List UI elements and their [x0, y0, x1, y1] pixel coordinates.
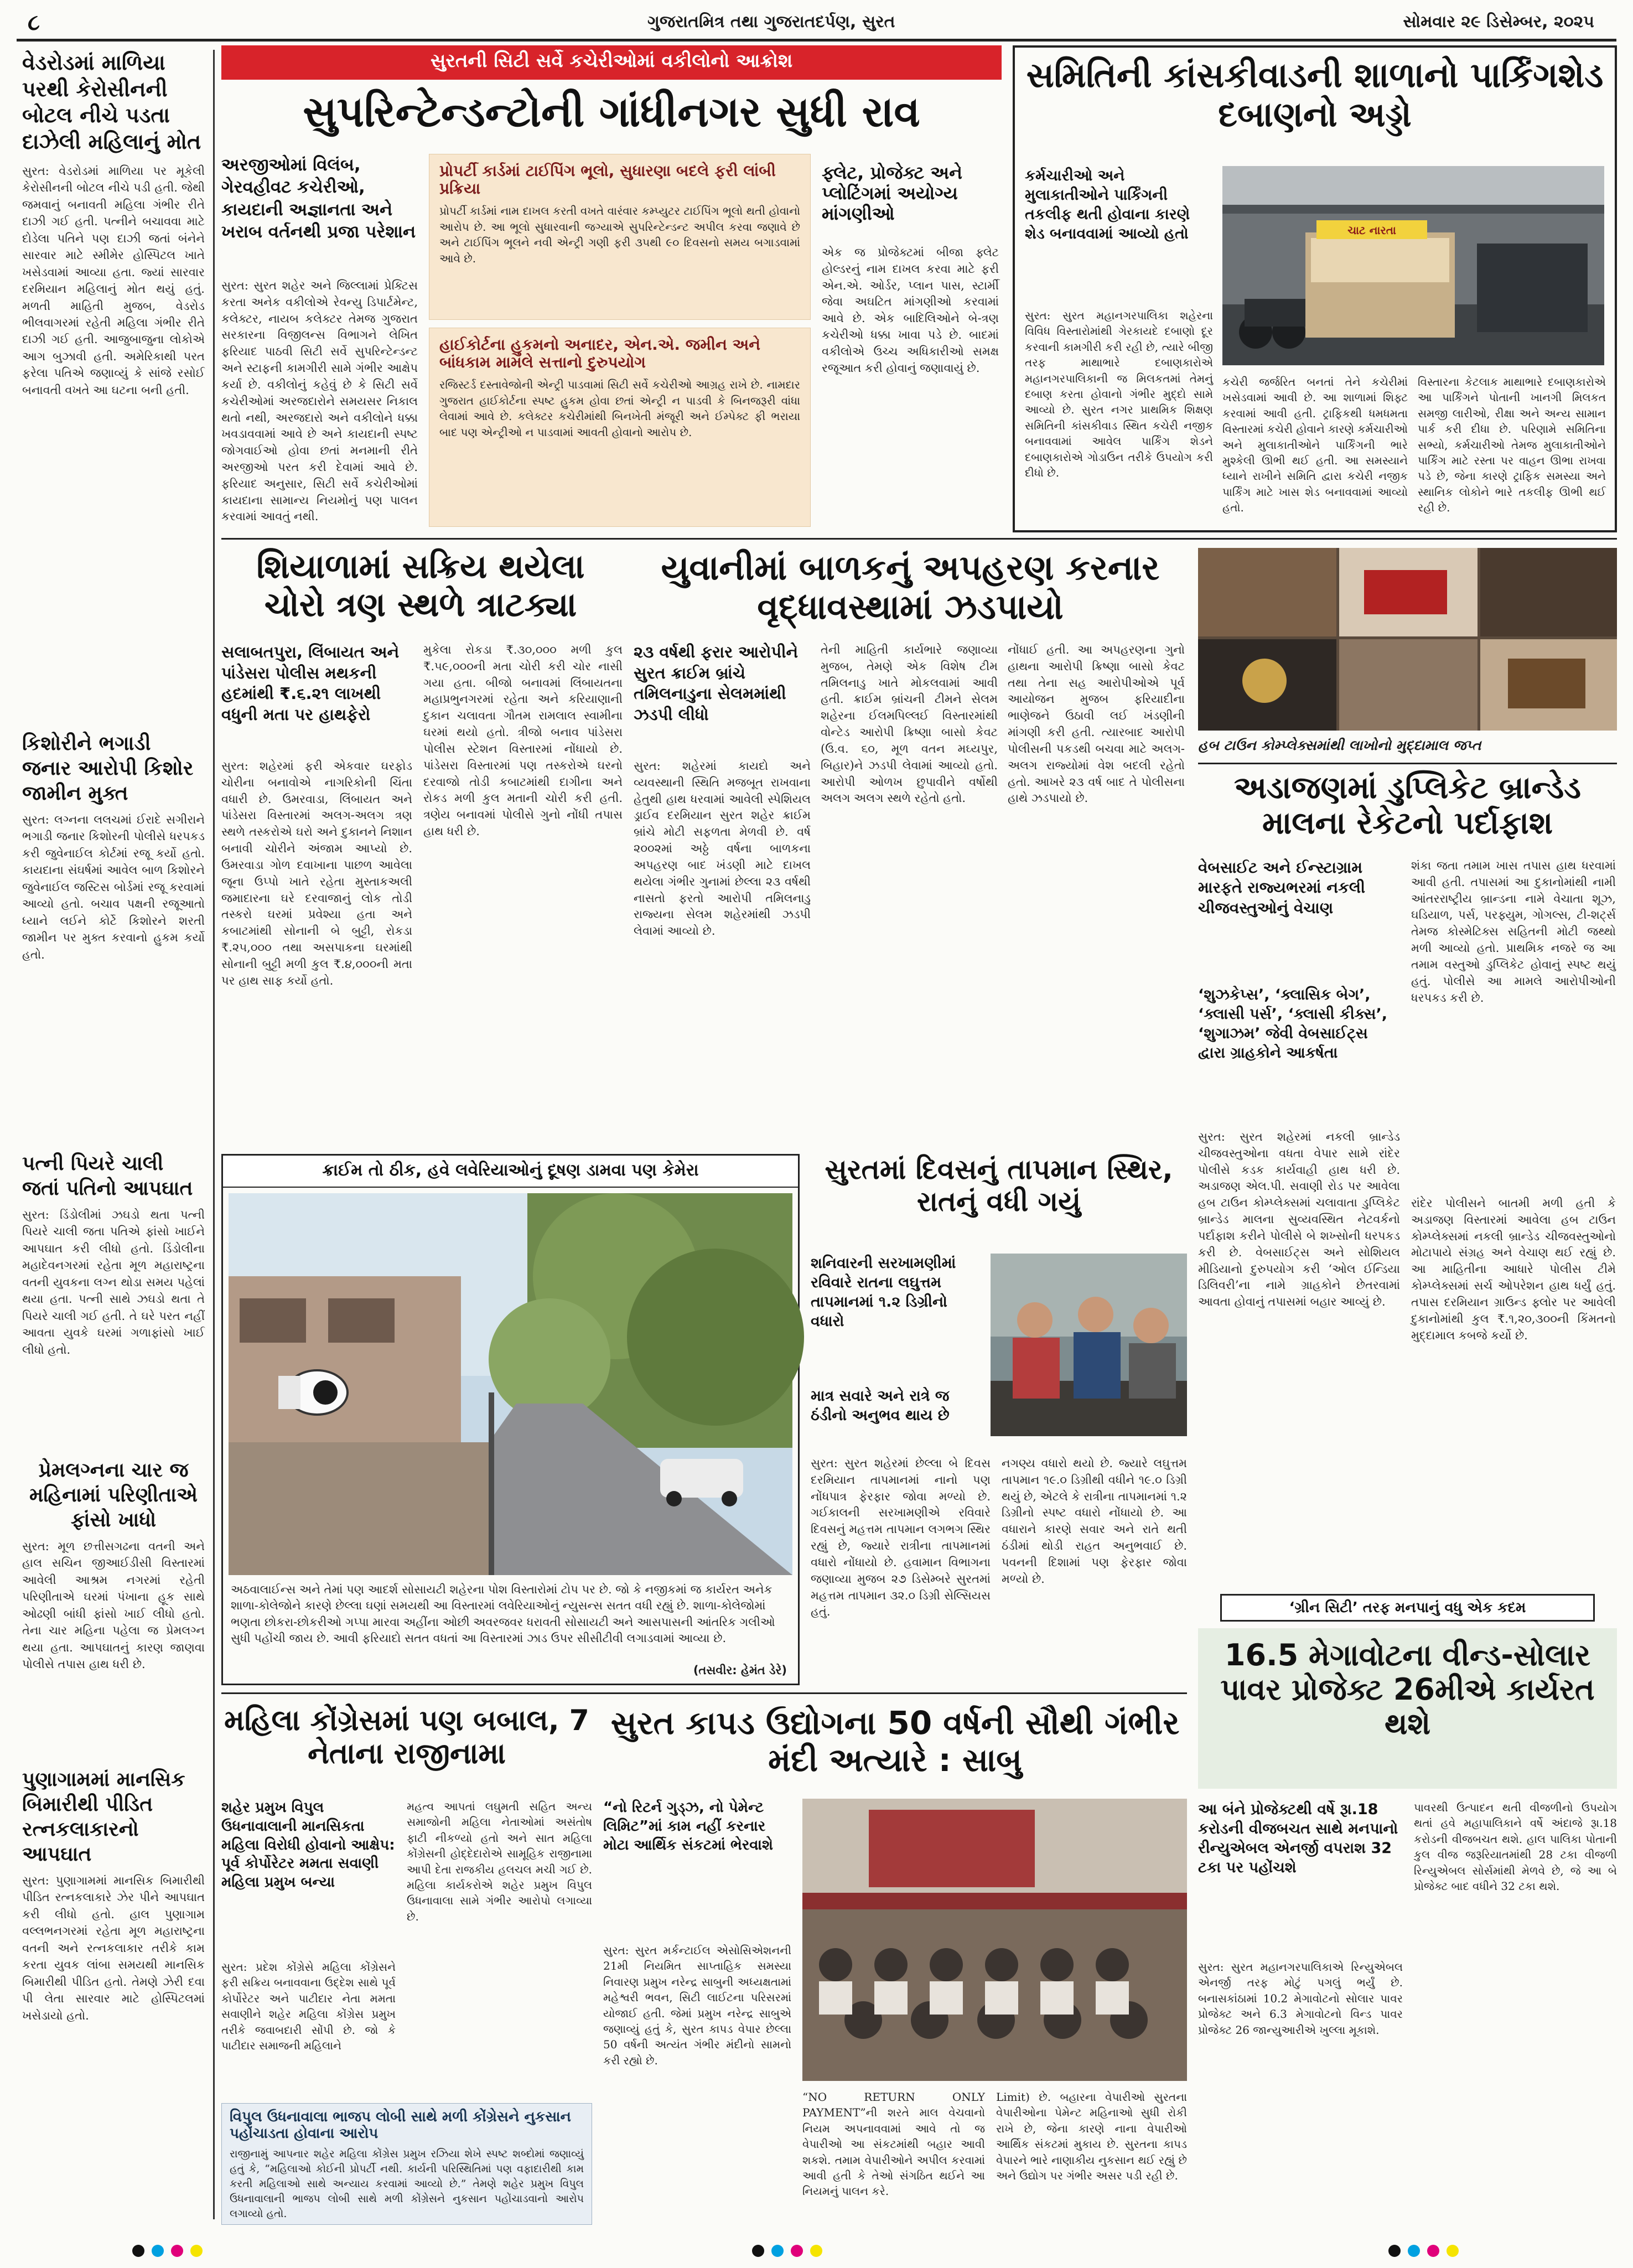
body-col-8a: સુરત: પ્રદેશ કોંગ્રેસે મહિલા કોંગ્રેસને ફરી સક્રિય બનાવવાના ઉદ્દેશ સાથે પૂર્વ કોર્પોરેટર અને પાટીદાર નેતા મમતા સવાણીને શહેર મહિલા કોંગ્રેસ પ્રમુખ તરીકે જવાબદારી સોંપી છે. જો કે પાટીદાર સમાજની મહિલાને: [221, 1960, 396, 2052]
story1-bottom-text: [426, 490, 999, 529]
story-parking-shed: [1013, 45, 1617, 532]
body-col-3a: સુરત: શહેરમાં ફરી એકવાર ઘરફોડ ચોરીના બનાવોએ નાગરિકોની ચિંતા વધારી છે. ઉમરવાડા, લિંબાયત અને પાંડેસરા વિસ્તારમાં અલગ-અલગ ત્રણ સ્થળે તસ્કરોએ ઘરો અને દુકાનને નિશાન બનાવી ચોરીને અંજામ આપ્યો છે. ઉમરવાડા ગોળ દવાખાના પાછળ આવેલા જૂના ઉપ્પો ખાતે રહેતા મુસ્તાકઅલી જમાદારના ઘરે દરવાજાનું લોક તોડી તસ્કરો ઘરમાં પ્રવેશ્યા હતા અને કબાટમાંથી સોનાની બે બુટ્ટી, રોકડા ₹.૨૫,૦૦૦ તથા અસપાકના ઘરમાંથી સોનાની બુટ્ટી મળી કુલ ₹.૪,૦૦૦ની મતા પર હાથ સાફ કર્યો હતો.: [221, 759, 412, 987]
body-col-10a: સુરત: સુરત મહાનગરપાલિકાએ રિન્યુએબલ એનર્જી તરફ મોટું પગલું ભર્યું છે. બનાસકાંઠામાં 10.2 મેગાવોટનો સોલાર પાવર પ્રોજેક્ટ અને 6.3 મેગાવોટનો વિન્ડ પાવર પ્રોજેક્ટ 26 જાન્યુઆરીએ ખુલ્લા મૂકાશે.: [1198, 1960, 1403, 2037]
solar-kicker: ‘ગ્રીન સિટી’ તરફ મનપાનું વધુ એક કદમ: [1289, 1599, 1526, 1616]
stall-sign: ચાટ નારતા: [1347, 224, 1396, 237]
sidebar-title-4: પ્રેમલગ્નના ચાર જ મહિનામાં પરિણીતાએ ફાંસો ખાધો: [29, 1459, 198, 1531]
body-col-10b: પાવરથી ઉત્પાદન થતી વીજળીનો ઉપયોગ થતાં હવે મહાપાલિકાને વર્ષે અંદાજે રૂા.18 કરોડની વીજબચત થશે. હાલ પાલિકા પોતાની કુલ વીજ જરૂરિયાતમાંથી 28 ટકા વીજળી રિન્યુએબલ સોર્સમાંથી મેળવે છે, જે આ બે પ્રોજેક્ટ બાદ વધીને 32 ટકા થશે.: [1414, 1801, 1617, 1893]
story-duplicate-brands: [1198, 548, 1617, 1588]
newspaper-name: ગુજરાતમિત્ર તથા ગુજરાતદર્પણ, સુરત: [647, 12, 895, 32]
cctv-title-bar: [223, 1156, 798, 1188]
section-rule-1: [221, 538, 1617, 540]
body-col-7b: નગણ્ય વધારો થયો છે. જ્યારે લઘુત્તમ તાપમાન ૧૯.૦ ડિગ્રીથી વધીને ૧૯.૦ ડિગ્રી થયું છે, એટલે કે રાત્રીના તાપમાનમાં ૧.૨ ડિગ્રીનો સ્પષ્ટ વધારો નોંધાયો છે. આ વધારાને કારણે સવાર અને રાતે થતી ઠંડીમાં થોડી રાહત અનુભવાઈ છે. પવનની દિશામાં પણ ફેરફાર જોવા મળ્યો છે.: [1002, 1457, 1187, 1586]
body-col-2a: સુરત: સુરત મહાનગરપાલિકા શહેરના વિવિધ વિસ્તારોમાંથી ગેરકાયદે દબાણો દૂર કરવાની કામગીરી કરી રહી છે, ત્યારે બીજી તરફ માથાભારે દબાણકારોએ મહાનગરપાલિકાની જ મિલકતમાં તેમનું દબાણ કરતા હોવાનો ગંભીર મુદ્દો સામે આવ્યો છે. સુરત નગર પ્રાથમિક શિક્ષણ સમિતિની કાંસકીવાડ સ્થિત કચેરી નજીક બનાવવામાં આવેલ પાર્કિંગ શેડને દબાણકારોએ ગોડાઉન તરીકે ઉપયોગ કરી દીધો છે.: [1025, 309, 1213, 479]
body-col-5b: સુરત: સુરત શહેરમાં નકલી બ્રાન્ડેડ ચીજવસ્તુઓના વધતા વેપાર સામે રાંદેર પોલીસે કડક કાર્યવાહી હાથ ધરી છે. અડાજણ એલ.પી. સવાણી રોડ પર આવેલા હબ ટાઉન કોમ્પ્લેક્સમાં ચલાવાતા ડુપ્લિકેટ બ્રાન્ડેડ માલના સુવ્યવસ્થિત નેટવર્કનો પર્દાફાશ કરીને પોલીસે બે શખ્સોની ધરપકડ કરી છે. વેબસાઈટ્સ અને સોશિયલ મીડિયાનો દુરુપયોગ કરી ‘ઓલ ઈન્ડિયા ડિલિવરી’ના નામે ગ્રાહકોને છેતરવામાં આવતા હોવાનું તપાસમાં બહાર આવ્યું છે.: [1198, 1130, 1400, 1309]
body-col-4b: તેની માહિતી કાર્યભારે જણાવ્યા મુજબ, તેમણે એક વિશેષ ટીમ તમિલનાડુ ખાતે મોકલવામાં આવી હતી. ક્રાઈમ બ્રાંચની ટીમને સેલમ શહેરના ઈલમપિલ્લઈ વિસ્તારમાંથી વોન્ટેડ આરોપી ક્રિષ્ણા બાસો કેવટ (ઉ.વ. ૬૦, મૂળ વતન મઘ્યપુર, બિહાર)ને ઝડપી લેવામાં આવ્યો હતો. આરોપી ઓળખ છુપાવીને વર્ષોથી અલગ અલગ સ્થળે રહેતો હતો.: [821, 643, 998, 805]
meeting-illustration: [802, 1799, 1187, 2081]
issue-date: સોમવાર ૨૯ ડિસેમ્બર, ૨૦૨૫: [1403, 12, 1594, 32]
section-rule-2: [221, 1692, 1187, 1694]
info-box-body-2: રજિસ્ટર્ડ દસ્તાવેજોની એન્ટ્રી પાડવામાં સિટી સર્વે કચેરીઓ આગ્રહ રાખે છે. નામદાર ગુજરાત હાઈકોર્ટના સ્પષ્ટ હુકમ હોવા છતાં એન્ટ્રી ન પાડવી કે બિનજરૂરી વાંધા લેવામાં આવે છે. કલેક્ટર કચેરીમાંથી બિનખેતી મંજૂરી અને ઈમ્પેક્ટ ફી ભરાયા બાદ પણ એન્ટ્રીઓ ન પાડવામાં આવતી હોવાનો આરોપ છે.: [439, 378, 800, 439]
photo-seized-goods: [1198, 548, 1617, 731]
page-header: [17, 8, 1616, 37]
headline-7: સુરતમાં દિવસનું તાપમાન સ્થિર, રાતનું વધી ગયું: [825, 1153, 1173, 1218]
kicker-text: સુરતની સિટી સર્વે કચેરીઓમાં વકીલોનો આક્રોશ: [430, 50, 793, 72]
rule-5: [1198, 763, 1617, 764]
lead-text-7b: માત્ર સવારે અને રાત્રે જ ઠંડીનો અનુભવ થાય છે: [811, 1387, 950, 1425]
page-number: ૮: [28, 10, 40, 35]
congress-box: [221, 2103, 592, 2225]
lead-text-10: આ બંને પ્રોજેક્ટથી વર્ષે રૂા.18 કરોડની વીજબચત સાથે મનપાનો રીન્યુએબલ એનર્જી વપરાશ 32 ટકા પર પહોંચશે: [1198, 1801, 1398, 1877]
body-col-3b: મુકેલા રોકડા ₹.૩૦,૦૦૦ મળી કુલ ₹.૫૯,૦૦૦ની મતા ચોરી કરી ચોર નાસી ગયા હતા. બીજો બનાવમાં લિંબાયતના મહાપ્રભુનગરમાં રહેતા અને કરિયાણાની દુકાન ચલાવતા ગૌતમ રામલાલ સ્વામીના ઘરમાં થયો હતો. ત્રીજો બનાવ પાંડેસરા પોલીસ સ્ટેશન વિસ્તારમાં નોંધાયો છે. પાંડેસરા વિસ્તારમાં પણ તસ્કરોએ ઘરનો દરવાજો તોડી કબાટમાંથી દાગીના અને રોકડ મળી કુલ મતાની ચોરી કરી હતી. ત્રણેય બનાવમાં પોલીસે ગુનો નોંધી તપાસ હાથ ધરી છે.: [423, 643, 623, 838]
story-textile: [603, 1699, 1187, 2230]
headline-8: મહિલા કોંગ્રેસમાં પણ બબાલ, 7 નેતાના રાજીનામા: [224, 1704, 589, 1770]
photo-street-cctv: [229, 1193, 792, 1575]
sidebar-body-4: સુરત: મૂળ છત્તીસગઢના વતની અને હાલ સચિન જીઆઈડીસી વિસ્તારમાં આવેલી આશ્રમ નગરમાં રહેતી પરિણીતાએ ઘરમાં પંખાના હૂક સાથે ઓઢણી બાંધી ફાંસો ખાઈ લીધો હતો. તેના ચાર મહિના પહેલા જ પ્રેમલગ્ન થયા હતા. આપઘાતનું કારણ જાણવા પોલીસે તપાસ હાથ ધરી છે.: [22, 1540, 205, 1671]
cctv-title: ક્રાઈમ તો ઠીક, હવે લવેરિયાઓનું દૂષણ ડામવા પણ કેમેરા: [322, 1161, 699, 1180]
story-solar: [1198, 1594, 1617, 2230]
body-col-5c: રાંદેર પોલીસને બાતમી મળી હતી કે અડાજણ વિસ્તારમાં આવેલા હબ ટાઉન કોમ્પ્લેક્સમાં નકલી બ્રાન્ડેડ ચીજવસ્તુઓનો મોટાપાયે સંગ્રહ અને વેચાણ થઈ રહ્યું છે. આ માહિતીના આધારે પોલીસ ટીમે કોમ્પ્લેક્સમાં સર્ચ ઓપરેશન હાથ ધર્યું હતું. તપાસ દરમિયાન ગ્રાઉન્ડ ફ્લોર પર આવેલી દુકાનોમાંથી કુલ ₹.૧,૨૦,૩૦૦ની કિંમતનો મુદ્દામાલ કબજે કર્યો છે.: [1411, 1197, 1616, 1342]
solar-kicker-box: [1220, 1594, 1595, 1622]
headline-3: શિયાળામાં સક્રિય થયેલા ચોરો ત્રણ સ્થળે ત્રાટક્યા: [256, 547, 585, 624]
body-col-5a: શંકા જતા તમામ ખાસ તપાસ હાથ ધરવામાં આવી હતી. તપાસમાં આ દુકાનોમાંથી નામી આંતરરાષ્ટ્રીય બ્રાન્ડના નામે વેચાતા શૂઝ, ઘડિયાળ, પર્સ, પરફ્યુમ, ગોગલ્સ, ટી-શર્ટ્સ તેમજ કોસ્મેટિક્સ સહિતની મોટી જથ્થો મળી આવ્યો હતો. પ્રાથમિક નજરે જ આ તમામ વસ્તુઓ ડુપ્લિકેટ હોવાનું સ્પષ્ટ થયું હતું. પોલીસે આ મામલે આરોપીઓની ધરપકડ કરી છે.: [1411, 859, 1616, 1004]
body-col-9b: “NO RETURN ONLY PAYMENT”ની શરતે માલ વેચવાનો નિયમ અપનાવવામાં આવે તો જ વેપારીઓ આ સંકટમાંથી બહાર આવી શકશે. તમામ વેપારીઓને અપીલ કરવામાં આવી હતી કે તેઓ સંગઠિત થઈને આ નિયમનું પાલન કરે.: [802, 2090, 985, 2198]
info-box-body: પ્રોપર્ટી કાર્ડમાં નામ દાખલ કરતી વખતે વારંવાર કમ્પ્યુટર ટાઈપિંગ ભૂલો થતી હોવાનો આરોપ છે. આ ભૂલો સુધારવાની જગ્યાએ સુપરિન્ટેન્ડન્ટ અપીલ કરવા જણાવે છે અને ટાઈપિંગ ભૂલને નવી એન્ટ્રી ગણી ફરી ૩૫થી ૯૦ દિવસનો સમય બગાડવામાં આવે છે.: [439, 204, 800, 265]
lead-text-4: ૨૩ વર્ષથી ફરાર આરોપીને સુરત ક્રાઈમ બ્રાંચે તમિલનાડુના સેલમમાંથી ઝડપી લીધો: [634, 643, 799, 724]
lead-text-7a: શનિવારની સરખામણીમાં રવિવારે રાતના લઘુત્તમ તાપમાનમાં ૧.૨ ડિગ્રીનો વધારો: [811, 1255, 956, 1330]
lead-text-3: સલાબતપુરા, લિંબાયત અને પાંડેસરા પોલીસ મથકની હદમાંથી ₹.૬.૨૧ લાખથી વધુની મતા પર હાથફેરો: [221, 643, 400, 724]
photo-meeting: [802, 1799, 1187, 2081]
sidebar-title-2: કિશોરીને ભગાડી જનાર આરોપી કિશોર જામીન મુક્ત: [22, 732, 194, 805]
info-box-title-2: હાઈકોર્ટના હુકમનો અનાદર, એન.એ. જમીન અને બાંધકામ મામલે સત્તાનો દુરુપયોગ: [439, 335, 760, 372]
sidebar-title-5: પુણાગામમાં માનસિક બિમારીથી પીડિત રત્નકલાકારનો આપઘાત: [22, 1768, 185, 1866]
headline-10: 16.5 મેગાવોટના વીન્ડ-સોલાર પાવર પ્રોજેક્ટ 26મીએ કાર્યરત થશે: [1220, 1638, 1595, 1742]
lead-text-9: “નો રિટર્ન ગુડ્ઝ, નો પેમેન્ટ લિમિટ”માં કામ નહીં કરનાર મોટા આર્થિક સંકટમાં ભેરવાશે: [603, 1799, 773, 1853]
kicker-banner: [221, 45, 1002, 80]
story-temperature: [811, 1154, 1187, 1685]
lead-text-8: શહેર પ્રમુખ વિપુલ ઉધનાવાલાની માનસિકતા મહિલા વિરોધી હોવાનો આક્ષેપ: પૂર્વ કોર્પોરેટર મમતા સવાણી મહિલા પ્રમુખ બન્યા: [221, 1799, 395, 1891]
headline: સુપરિન્ટેન્ડન્ટોની ગાંધીનગર સુધી રાવ: [303, 87, 920, 136]
info-box-title: પ્રોપર્ટી કાર્ડમાં ટાઈપિંગ ભૂલો, સુધારણા બદલે ફરી લાંબી પ્રક્રિયા: [439, 162, 776, 198]
body-col-9c: Limit) છે. બહારના વેપારીઓ સુરતના વેપારીઓના પેમેન્ટ મહિનાઓ સુધી રોકી રાખે છે, જેના કારણે નાના વેપારીઓ આર્થિક સંકટમાં મુકાય છે. સુરતના કાપડ વેપારને ભારે નાણાકીય નુકસાન થઈ રહ્યું છે અને ઉદ્યોગ પર ગંભીર અસર પડી રહી છે.: [996, 2090, 1187, 2182]
body-col-3: એક જ પ્રોજેક્ટમાં બીજા ફ્લેટ હોલ્ડરનું નામ દાખલ કરવા માટે ફરી એન.એ. ઓર્ડર, પ્લાન પાસ, સ્ટાર્મી જેવા અઘટિત માંગણીઓ કરવામાં આવે છે. એક બાદિલિઓને બે-ત્રણ કચેરીઓ ધક્કા ખાવા પડે છે. બાદમાં વકીલોએ ઉચ્ચ અધિકારીઓ સમક્ષ રજૂઆત કરી હોવાનું જણાવાયું છે.: [822, 246, 999, 375]
story-cctv: [221, 1154, 800, 1685]
cctv-caption: અઠવાલાઈન્સ અને તેમાં પણ આદર્શ સોસાયટી શહેરના પોશ વિસ્તારોમાં ટોપ પર છે. જો કે નજીકમાં જ કાર્યરત અનેક શાળા-કોલેજોને કારણે છેલ્લા ઘણાં સમયથી આ વિસ્તારમાં લવેરિયાઓનું ન્યુસન્સ સતત વધી રહ્યું છે. શાળા-કોલેજોમાં ભણતા છોકરા-છોકરીઓ ગપ્પા મારવા અહીંના ઓછી અવરજવર ધરાવતી સોસાયટી અને આસપાસની આંતરિક ગલીઓ સુધી પહોંચી જાય છે. આવી ફરિયાદો સતત વધતાં આ વિસ્તારમાં ઝાડ ઉપર સીસીટીવી લગાડવામાં આવ્યા છે.: [231, 1583, 775, 1645]
left-sidebar: [22, 50, 205, 2219]
photo-credit: (તસવીર: હેમંત ડેરે): [693, 1664, 787, 1677]
headline-9: સુરત કાપડ ઉદ્યોગના 50 વર્ષની સૌથી ગંભીર મંદી અત્યારે : સાબુ: [610, 1704, 1180, 1779]
story-kidnapping: [634, 548, 1187, 1146]
sidebar-body-2: સુરત: લગ્નના લલચમાં ઈરાદે સગીરાને ભગાડી જનાર કિશોરની પોલીસે ધરપકડ કરી જુવેનાઈલ કોર્ટમાં રજૂ કર્યો હતો. કાયદાના સંઘર્ષમાં આવેલ બાળ કિશોરને જુવેનાઈલ જસ્ટિસ બોર્ડમાં રજૂ કરવામાં આવ્યો હતો. બચાવ પક્ષની રજૂઆતો ધ્યાને લઈને કોર્ટે કિશોરને શરતી જામીન પર મુક્ત કરવાનો હુકમ કર્યો હતો.: [22, 813, 205, 961]
congress-box-body: રાજીનામું આપનાર શહેર મહિલા કોંગ્રેસ પ્રમુખ રઝિયા શેખે સ્પષ્ટ શબ્દોમાં જણાવ્યું હતું કે, “મહિલાઓ કોઈની પ્રોપર્ટી નથી. કાર્યની પરિસ્થિતિમાં પણ વફાદારીથી કામ કરતી મહિલાઓ સાથે અન્યાય કરવામાં આવ્યો છે.” તેમણે શહેર પ્રમુખ વિપુલ ઉધનાવાલાની ભાજપ લોબી સાથે મળી કોંગ્રેસને નુકસાન પહોંચાડવાનો આરોપ લગાવ્યો હતો.: [230, 2147, 584, 2220]
side-subhead: ફ્લેટ, પ્રોજેક્ટ અને પ્લોટિંગમાં અયોગ્ય માંગણીઓ: [822, 162, 962, 224]
header-rule: [17, 39, 1616, 42]
sidebar-title-1: વેડરોડમાં માળિયા પરથી કેરોસીનની બોટલ નીચે પડતા દાઝેલી મહિલાનું મોત: [22, 50, 201, 154]
group-photo-illustration: [991, 1254, 1187, 1436]
photo-caption-hub-town: હબ ટાઉન કોમ્પ્લેક્સમાંથી લાખોનો મુદ્દામાલ જપ્ત: [1198, 737, 1481, 753]
photo-parking-shed: [1222, 166, 1604, 365]
body-col-4a: સુરત: શહેરમાં કાયદો અને વ્યવસ્થાની સ્થિતિ મજબૂત રાખવાના હેતુથી હાથ ધરવામાં આવેલી સ્પેશિયલ ડ્રાઈવ દરમિયાન સુરત શહેર ક્રાઈમ બ્રાંચે મોટી સફળતા મેળવી છે. વર્ષ ૨૦૦૨માં અઠ્ઠે વર્ષના બાળકના અપહરણ બાદ ખંડણી માટે દાખલ થયેલા ગંભીર ગુનામાં છેલ્લા ૨૩ વર્ષથી નાસતો ફરતો આરોપી તમિલનાડુ રાજ્યના સેલમ શહેરમાંથી ઝડપી લેવામાં આવ્યો છે.: [634, 759, 811, 938]
brand-tags: ‘શુઝકેપ્સ’, ‘ક્લાસિક બેગ’, ‘ક્લાસી પર્સ’, ‘ક્લાસી કીક્સ’, ‘શુગાઝમ’ જેવી વેબસાઈટ્સ દ્વારા ગ્રાહકોને આકર્ષતા: [1198, 986, 1388, 1062]
print-registration-marks: [0, 2236, 1633, 2266]
body-col-7a: સુરત: સુરત શહેરમાં છેલ્લા બે દિવસ દરમિયાન તાપમાનમાં નાનો પણ નોંધપાત્ર ફેરફાર જોવા મળ્યો છે. ગઈકાલની સરખામણીએ રવિવારે દિવસનું મહત્તમ તાપમાન લગભગ સ્થિર રહ્યું છે, જ્યારે રાત્રીના તાપમાનમાં વધારો નોંધાયો છે. હવામાન વિભાગના જણાવ્યા મુજબ ૨૭ ડિસેમ્બરે સુરતમાં મહત્તમ તાપમાન ૩૨.૦ ડિગ્રી સેલ્સિયસ હતું.: [811, 1457, 991, 1619]
headline-5: અડાજણમાં ડુપ્લિકેટ બ્રાન્ડેડ માલના રેકેટનો પર્દાફાશ: [1233, 770, 1582, 842]
story-mahila-congress: [221, 1699, 592, 2230]
lead-text-5: વેબસાઈટ અને ઈન્સ્ટાગ્રામ મારફતે રાજ્યભરમાં નકલી ચીજવસ્તુઓનું વેચાણ: [1198, 858, 1366, 917]
story-city-survey: [221, 45, 1002, 532]
street-illustration: [229, 1193, 792, 1575]
sidebar-body-1: સુરત: વેડરોડમાં માળિયા પર મૂકેલી કેરોસીનની બોટલ નીચે પડી હતી. જેથી જમવાનું બનાવતી મહિલા ગંભીર રીતે દાઝી ગઈ હતી. પત્નીને બચાવવા માટે દોડેલા પતિને પણ દાઝી જતાં બંનેને સારવાર માટે સ્મીમેર હોસ્પિટલ ખાતે ખસેડવામાં આવ્યા હતા. જ્યાં સારવાર દરમિયાન મહિલાનું મોત થયું હતું. મળતી માહિતી મુજબ, વેડરોડ ભીલવાગરમાં રહેતી મહિલા ગંભીર રીતે દાઝી ગઈ હતી. આજુબાજુના લોકોએ આગ બુઝાવી હતી. અમેરિકાથી પરત ફરેલા પતિએ જણાવ્યું કે સાંજે રસોઈ બનાવતી વખતે આ ઘટના બની હતી.: [22, 164, 205, 397]
body-col-2c: વિસ્તારના કેટલાક માથાભારે દબાણકારોએ આ પાર્કિંગને પોતાની ખાનગી મિલકત સમજી લારીઓ, રીક્ષા અને અન્ય સામાન પાર્ક કરી દીધા છે. પરિણામે સમિતિના સભ્યો, કર્મચારીઓ તેમજ મુલાકાતીઓને પાર્કિંગ માટે રસ્તા પર વાહન ઊભા રાખવા પડે છે, જેના કારણે ટ્રાફિક સમસ્યા અને સ્થાનિક લોકોને ભારે તકલીફ ઊભી થઈ રહી છે.: [1418, 375, 1606, 515]
lead-text: અરજીઓમાં વિલંબ, ગેરવહીવટ કચેરીઓ, કાયદાની અજ્ઞાનતા અને ખરાબ વર્તનથી પ્રજા પરેશાન: [221, 155, 416, 242]
solar-headline-box: [1198, 1628, 1617, 1789]
sidebar-divider: [213, 50, 215, 2219]
body-col-8b: મહત્વ આપતાં લઘુમતી સહિત અન્ય સમાજોની મહિલા નેતાઓમાં અસંતોષ ફાટી નીકળ્યો હતો અને સાત મહિલા કોંગ્રેસની હોદ્દેદારોએ સામૂહિક રાજીનામા આપી દેતા રાજકીય હલચલ મચી ગઈ છે. મહિલા કાર્યકરોએ શહેર પ્રમુખ વિપુલ ઉધનાવાલા સામે ગંભીર આરોપો લગાવ્યા છે.: [407, 1800, 592, 1923]
congress-box-title: વિપુલ ઉધનાવાલા ભાજપ લોબી સાથે મળી કોંગ્રેસને નુકસાન પહોંચાડતા હોવાના આરોપ: [230, 2109, 571, 2142]
sidebar-body-3: સુરત: ડિંડોલીમાં ઝઘડો થતા પત્ની પિયરે ચાલી જતા પતિએ ફાંસો ખાઈને આપઘાત કરી લીધો હતો. ડિંડોલીના મહાદેવનગરમાં રહેતા મૂળ મહારાષ્ટ્રના વતની યુવકના લગ્ન થોડા સમય પહેલાં થયા હતા. પત્ની સાથે ઝઘડો થતા તે પિયરે ચાલી ગઈ હતી. તે ઘરે પરત નહીં આવતા યુવકે ઘરમાં ગળાફાંસો ખાઈ લીધો હતો.: [22, 1208, 205, 1356]
sidebar-title-3: પત્ની પિયરે ચાલી જતાં પતિનો આપઘાત: [22, 1152, 193, 1200]
body-col-4c: નોંધાઈ હતી. આ અપહરણના ગુનો હાથના આરોપી ક્રિષ્ણા બાસો કેવટ તથા તેના સહ આરોપીઓએ પૂર્વ આયોજન મુજબ ફરિયાદીના ભાણેજને ઉઠાવી લઈ ખંડણીની માંગણી કરી હતી. ત્યારબાદ આરોપી પોલીસની પકડથી બચવા માટે અલગ-અલગ રાજ્યોમાં વેશ બદલી રહેતો હતો. આખરે ૨૩ વર્ષ બાદ તે પોલીસના હાથે ઝડપાયો છે.: [1008, 643, 1185, 805]
headline-2: સમિતિની કાંસકીવાડની શાળાનો પાર્કિંગશેડ દબાણનો અડ્ડો: [1026, 55, 1604, 135]
info-box-typing-errors: [429, 154, 811, 320]
story-thefts: [221, 548, 625, 1146]
photo-group-sitting: [991, 1254, 1187, 1436]
body-col-2b: કચેરી જર્જરિત બનતાં તેને કચેરીમાં ખસેડવામાં આવી છે. આ શાળામાં શિફ્ટ કરવામાં આવી હતી. ટ્રાફિકથી ધમધમતા વિસ્તારમાં કચેરી હોવાને કારણે કર્મચારીઓ અને મુલાકાતીઓને પાર્કિંગની ભારે મુશ્કેલી ઊભી થઈ હતી. આ સમસ્યાને ધ્યાને રાખીને સમિતિ દ્વારા કચેરી નજીક પાર્કિંગ માટે ખાસ શેડ બનાવવામાં આવ્યો હતો.: [1222, 375, 1408, 515]
body-col-1: સુરત: સુરત શહેર અને જિલ્લામાં પ્રેક્ટિસ કરતા અનેક વકીલોએ રેવન્યુ ડિપાર્ટમેન્ટ, કલેક્ટર, નાયબ કલેક્ટર તેમજ ગુજરાત સરકારના વિજીલન્સ વિભાગને લેખિત ફરિયાદ પાઠવી સિટી સર્વે સુપરિન્ટેન્ડન્ટ અને સ્ટાફની કામગીરી સામે ગંભીર આક્ષેપ કર્યા છે. વકીલોનું કહેવું છે કે સિટી સર્વે કચેરીઓમાં અરજદારોને સમયસર નિકાલ થતો નથી, અરજદારો અને વકીલોને ધક્કા ખવડાવવામાં આવે છે અને કાયદાની સ્પષ્ટ જોગવાઈઓ હોવા છતાં મનમાની રીતે અરજીઓ પરત કરી દેવામાં આવે છે. ફરિયાદ અનુસાર, સિટી સર્વે કચેરીઓમાં કાયદાના સામાન્ય નિયમોનું પણ પાલન કરવામાં આવતું નથી.: [221, 279, 418, 524]
seized-goods-illustration: [1198, 548, 1617, 731]
body-col-9a: સુરત: સુરત મર્કન્ટાઈલ એસોસિએશનની 21મી નિયમિત સાપ્તાહિક સમસ્યા નિવારણ પ્રમુખ નરેન્દ્ર સાબુની અધ્યક્ષતામાં મહેશ્વરી ભવન, સિટી લાઈટના પરિસરમાં યોજાઈ હતી. જેમાં પ્રમુખ નરેન્દ્ર સાબુએ જણાવ્યું હતું કે, સુરત કાપડ વેપાર છેલ્લા 50 વર્ષની અત્યંત ગંભીર મંદીનો સામનો કરી રહ્યો છે.: [603, 1944, 791, 2067]
lead-text-2: કર્મચારીઓ અને મુલાકાતીઓને પાર્કિંગની તકલીફ થતી હોવાના કારણે શેડ બનાવવામાં આવ્યો હતો: [1025, 167, 1190, 243]
sidebar-body-5: સુરત: પુણાગામમાં માનસિક બિમારીથી પીડિત રત્નકલાકારે ઝેર પીને આપઘાત કરી લીધો હતો. હાલ પુણાગામ વલ્લભનગરમાં રહેતા મૂળ મહારાષ્ટ્રના વતની અને રત્નકલાકાર તરીકે કામ કરતા યુવક લાંબા સમયથી માનસિક બિમારીથી પીડિત હતો. તેમણે ઝેરી દવા પી લેતા સારવાર માટે હોસ્પિટલમાં ખસેડાયો હતો.: [22, 1874, 205, 2022]
headline-4: યુવાનીમાં બાળકનું અપહરણ કરનાર વૃદ્ધાવસ્થામાં ઝડપાયો: [661, 547, 1160, 628]
parking-shed-illustration: [1222, 166, 1604, 365]
color-dots: [0, 2236, 1633, 2266]
